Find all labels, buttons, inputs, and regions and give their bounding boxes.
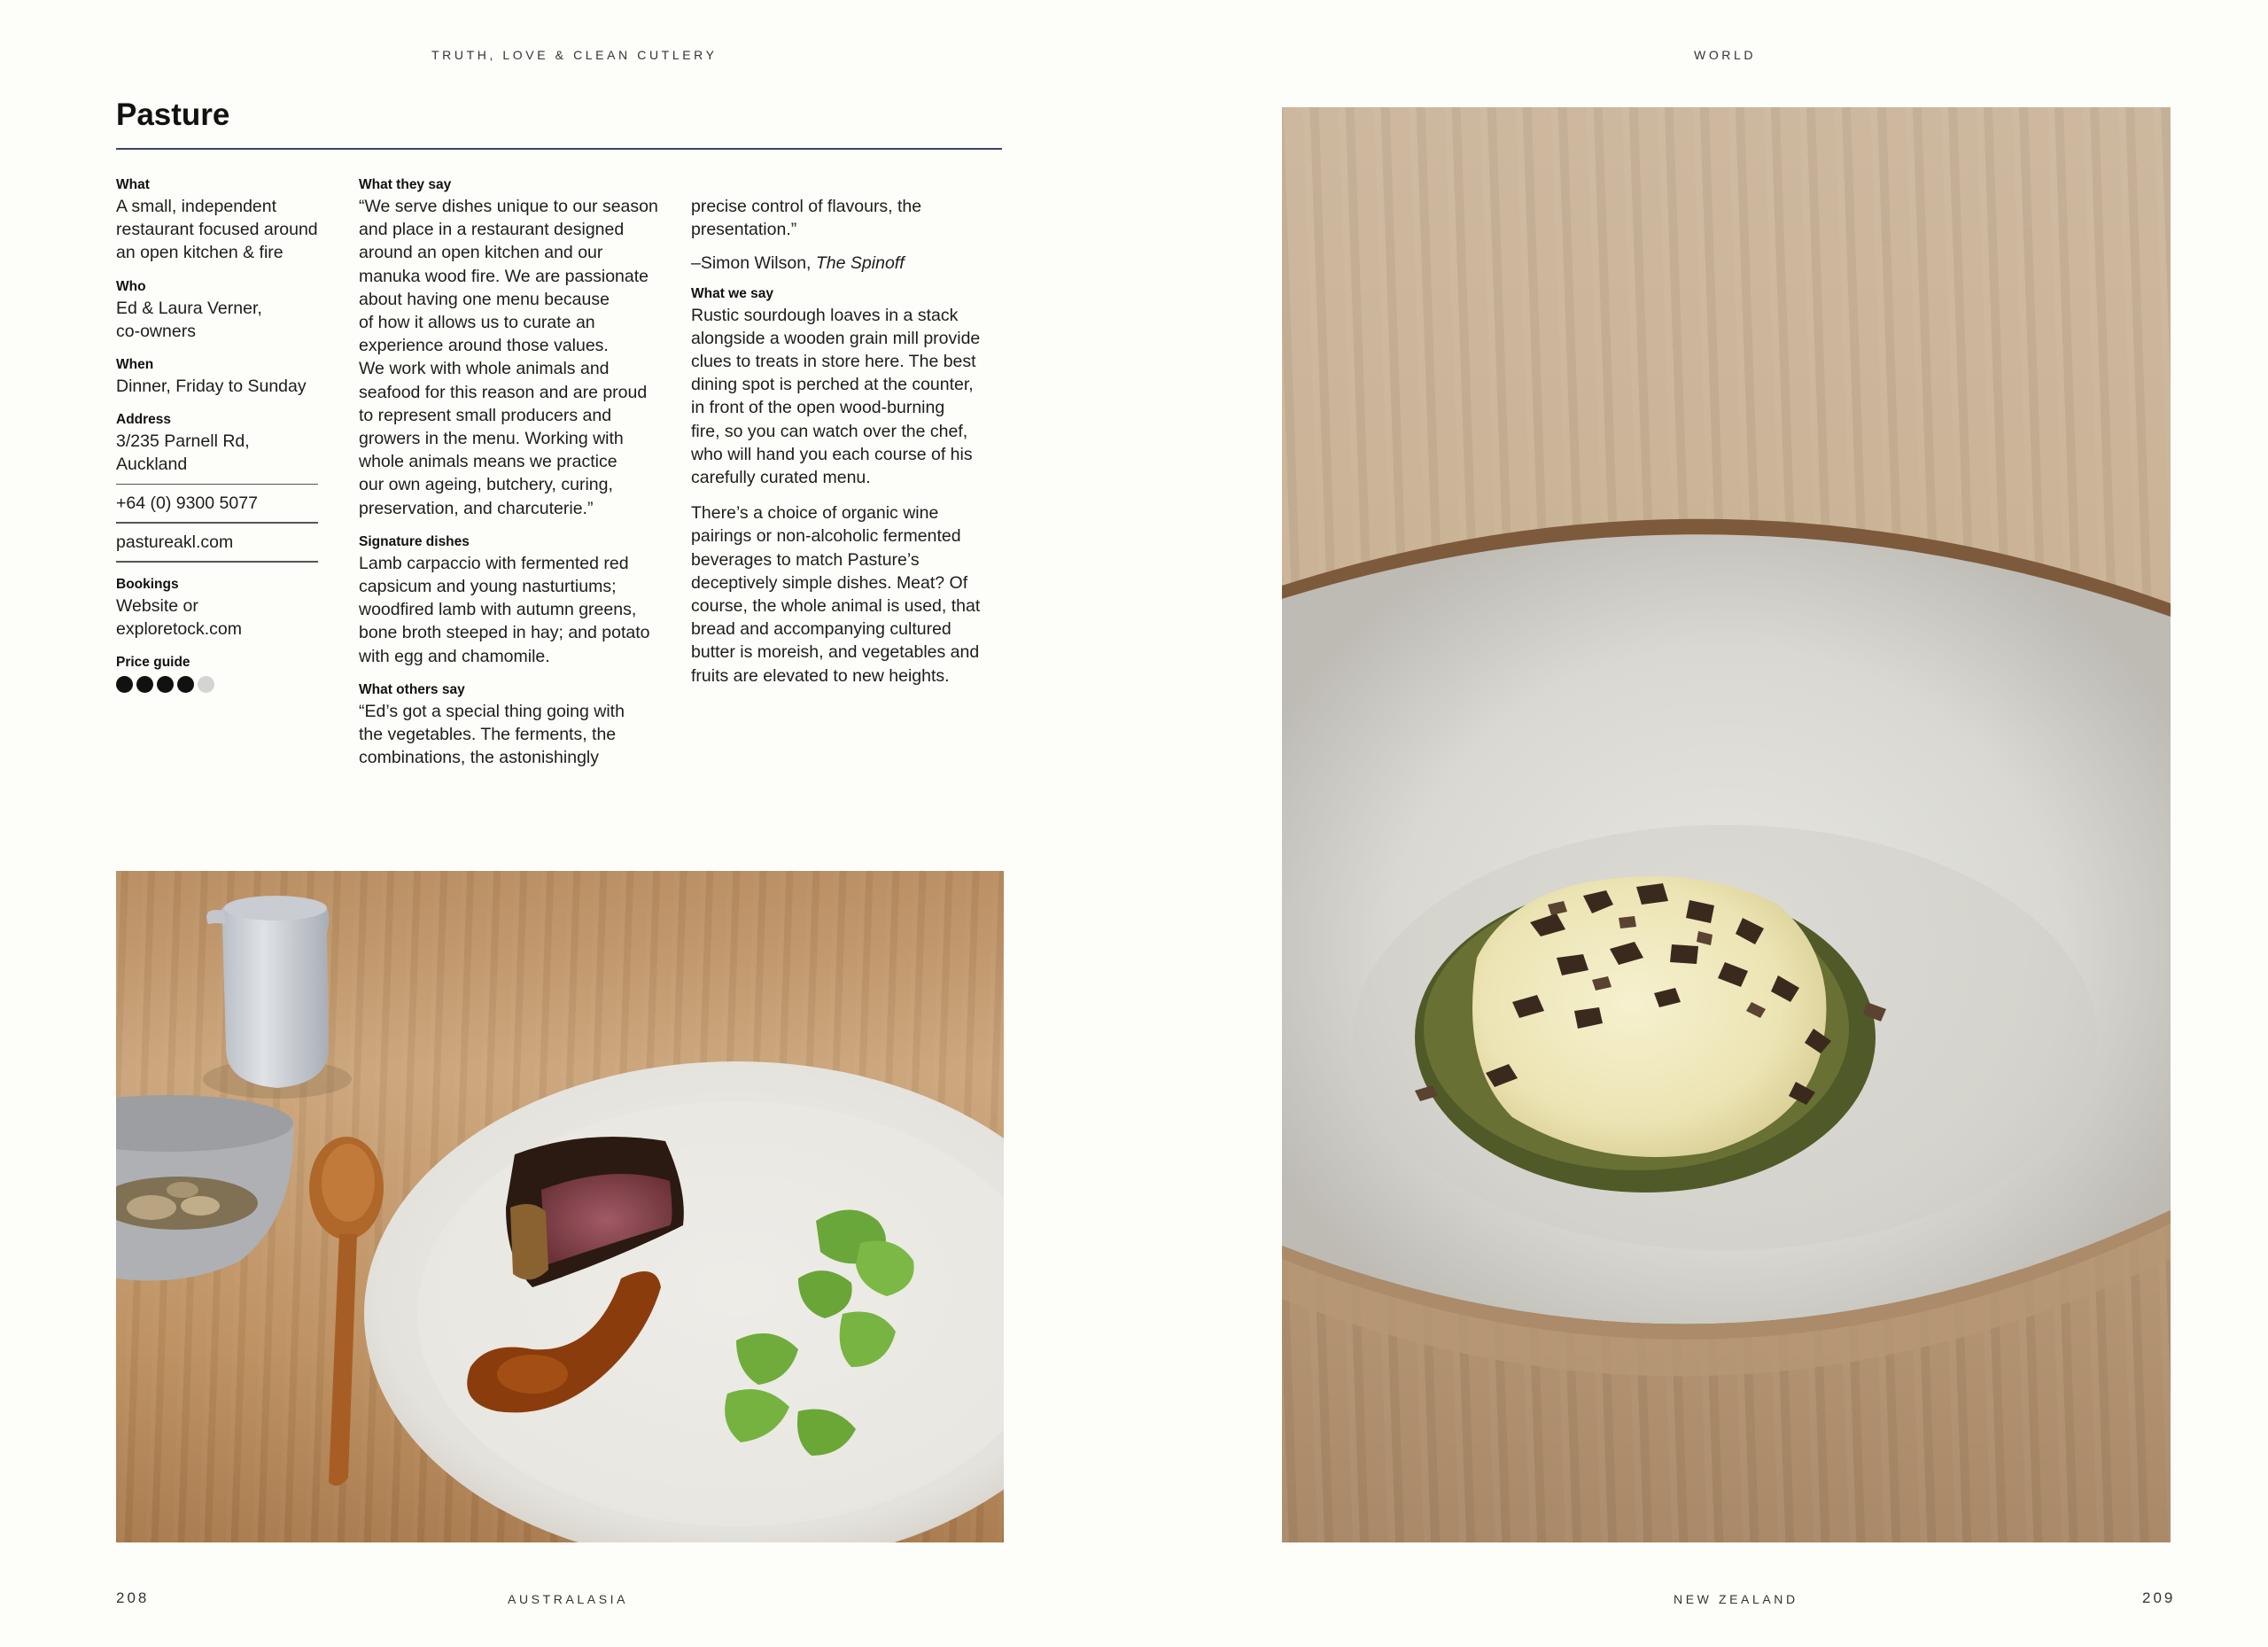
steak-dish-photo [116,871,1004,1542]
attribution-author: –Simon Wilson, [691,253,816,274]
text-line: fire, so you can watch over the chef, [691,421,968,441]
text-line: growers in the menu. Working with [359,429,624,449]
text-column-2 [359,175,687,769]
text-line: to represent small producers and [359,405,612,425]
text-line: capsicum and young nasturtiums; [359,577,617,597]
address-label: Address [116,412,172,428]
text-line: beverages to match Pasture’s [691,549,920,570]
what-line: A small, independent [116,197,277,216]
divider [116,522,318,524]
truffle-bowl-illustration [1282,107,2171,1542]
text-line: “Ed’s got a special thing going with [359,701,625,721]
text-line: bread and accompanying cultured [691,619,951,640]
price-dot-filled [116,676,133,693]
address-block [116,410,329,476]
price-dot-filled [136,676,153,693]
page-number-left: 208 [116,1589,150,1606]
when-block [116,355,329,398]
bookings-text: Website or exploretock.com [116,595,242,639]
price-dot-empty [198,676,214,693]
phone-number[interactable]: +64 (0) 9300 5077 [116,493,258,514]
text-line: and place in a restaurant designed [359,220,625,240]
text-line: carefully curated menu. [691,468,871,488]
text-line: with egg and chamomile. [359,646,550,666]
price-block [116,653,329,693]
others-say-quote [359,700,687,770]
footer-section-left: AUSTRALASIA [508,1592,629,1606]
text-line: We work with whole animals and [359,359,610,379]
divider [116,484,318,486]
truffle-dish-photo [1282,107,2171,1542]
price-dot-filled [177,676,194,693]
text-line: Rustic sourdough loaves in a stack [691,305,959,325]
text-line: about having one menu because [359,289,610,309]
text-line: deceptively simple dishes. Meat? Of [691,572,968,593]
text-line: “We serve dishes unique to our season [359,197,658,216]
text-line: woodfired lamb with autumn greens, [359,600,637,620]
page-number-right: 209 [2142,1589,2176,1606]
page-title: Pasture [116,97,230,132]
text-line: pairings or non-alcoholic fermented [691,526,961,547]
closing-paragraph [691,501,1019,688]
what-line: an open kitchen & fire [116,243,284,263]
we-say-text [691,304,1019,490]
text-line: experience around those values. [359,336,609,356]
text-line: bone broth steeped in hay; and potato [359,623,650,643]
address-line: Auckland [116,454,188,475]
address-line: 3/235 Parnell Rd, [116,431,250,452]
text-line: alongside a wooden grain mill provide [691,328,981,348]
text-line: Lamb carpaccio with fermented red [359,553,629,573]
text-line: in front of the open wood-burning [691,398,945,418]
text-line: around an open kitchen and our [359,243,603,263]
quote-attribution [691,252,1019,275]
they-say-label: What they say [359,177,452,192]
text-line: our own ageing, butchery, curing, [359,475,613,495]
divider [116,561,318,563]
text-line: course, the whole animal is used, that [691,596,981,617]
text-line: presentation.” [691,220,797,240]
attribution-source: The Spinoff [815,253,905,274]
bookings-label: Bookings [116,576,179,592]
text-line: fruits are elevated to new heights. [691,665,950,686]
who-block [116,277,329,343]
what-label: What [116,177,150,192]
who-line: Ed & Laura Verner, [116,298,262,318]
footer-section-right: NEW ZEALAND [1674,1592,1798,1606]
text-line: dining spot is perched at the counter, [691,375,974,395]
others-label: What others say [359,681,465,697]
text-line: butter is moreish, and vegetables and [691,642,980,663]
text-line: whole animals means we practice [359,452,617,472]
steak-illustration [116,871,1004,1542]
text-line: There’s a choice of organic wine [691,503,939,524]
info-column [116,175,329,693]
others-say-quote-continued [691,195,1019,241]
text-line: who will hand you each course of his [691,444,973,464]
text-line: combinations, the astonishingly [359,748,599,768]
bookings-block [116,575,329,641]
text-line: manuka wood fire. We are passionate [359,266,649,286]
we-say-label: What we say [691,285,774,301]
title-rule [116,148,1002,150]
text-line: the vegetables. The ferments, the [359,725,617,745]
price-label: Price guide [116,654,190,670]
they-say-quote [359,195,687,520]
signature-label: Signature dishes [359,533,470,549]
text-line: precise control of flavours, the [691,197,922,216]
text-line: preservation, and charcuterie.” [359,498,594,518]
when-label: When [116,357,154,373]
running-header-right: WORLD [1694,48,1757,62]
what-line: restaurant focused around [116,220,318,240]
price-dot-filled [157,676,174,693]
when-text: Dinner, Friday to Sunday [116,377,307,397]
what-block [116,175,329,265]
text-line: clues to treats in store here. The best [691,352,976,372]
text-line: seafood for this reason and are proud [359,382,648,402]
signature-dishes-text [359,552,687,668]
text-line: of how it allows us to curate an [359,313,595,333]
price-rating [116,676,329,693]
website-link[interactable]: pastureakl.com [116,532,234,552]
text-column-3 [691,195,1019,688]
running-header-left: TRUTH, LOVE & CLEAN CUTLERY [431,48,718,62]
who-line: co-owners [116,321,196,341]
who-label: Who [116,278,146,294]
